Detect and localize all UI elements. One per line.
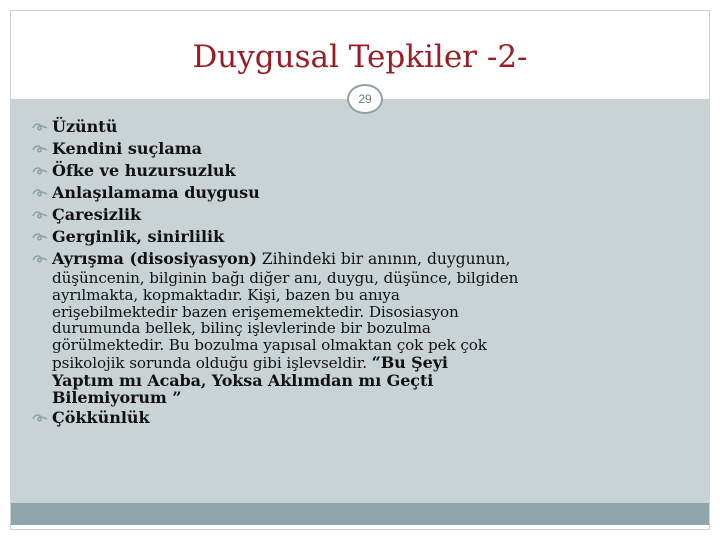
slide-title: Duygusal Tepkiler -2-	[192, 39, 528, 75]
swirl-bullet-icon	[32, 188, 48, 199]
page-number-badge: 29	[347, 84, 383, 114]
item-label: Gerginlik, sinirlilik	[52, 227, 225, 246]
list-item	[30, 116, 670, 138]
item-label: Çaresizlik	[52, 205, 142, 224]
list-item	[30, 407, 670, 429]
swirl-bullet-icon	[32, 144, 48, 155]
paragraph-line: düşüncenin, bilginin bağı diğer anı, duygu, düşünce, bilgiden	[52, 269, 519, 287]
item-label: Çökkünlük	[52, 407, 150, 427]
list-item	[30, 248, 670, 407]
swirl-bullet-icon	[32, 210, 48, 221]
paragraph-line: erişebilmektedir bazen erişememektedir. Disosiasyon	[52, 302, 459, 321]
paragraph-text: psikolojik sorunda olduğu gibi işlevseldir.	[52, 353, 372, 372]
list-item	[30, 138, 670, 160]
item-label: Üzüntü	[52, 117, 118, 136]
paragraph-text: Zihindeki bir anının, duygunun,	[256, 250, 511, 268]
swirl-bullet-icon	[32, 254, 48, 265]
paragraph-line: görülmektedir. Bu bozulma yapısal olmaktan çok pek çok	[52, 336, 487, 355]
swirl-bullet-icon	[32, 122, 48, 133]
paragraph-line	[52, 248, 670, 270]
list-item	[30, 182, 670, 204]
swirl-bullet-icon	[32, 166, 48, 177]
swirl-bullet-icon	[32, 413, 48, 424]
list-item	[30, 160, 670, 182]
item-label: Öfke ve huzursuzluk	[52, 161, 236, 180]
paragraph-line: ayrılmakta, kopmaktadır. Kişi, bazen bu anıya	[52, 285, 400, 304]
list-item	[30, 204, 670, 226]
item-label: Anlaşılamama duygusu	[52, 183, 260, 202]
item-label: Ayrışma (disosiyasyon)	[52, 249, 257, 268]
item-label: Kendini suçlama	[52, 139, 203, 158]
bullet-list	[30, 116, 670, 429]
footer-bar	[11, 503, 709, 525]
list-item	[30, 226, 670, 248]
quote-line: Bilemiyorum ”	[52, 388, 182, 408]
paragraph-line: durumunda bellek, bilinç işlevlerinde bir bozulma	[52, 319, 431, 338]
quote-text: “Bu Şeyi	[371, 352, 448, 372]
quote-line: Yaptım mı Acaba, Yoksa Aklımdan mı Geçti	[52, 370, 434, 390]
swirl-bullet-icon	[32, 232, 48, 243]
paragraph-line	[52, 354, 670, 372]
